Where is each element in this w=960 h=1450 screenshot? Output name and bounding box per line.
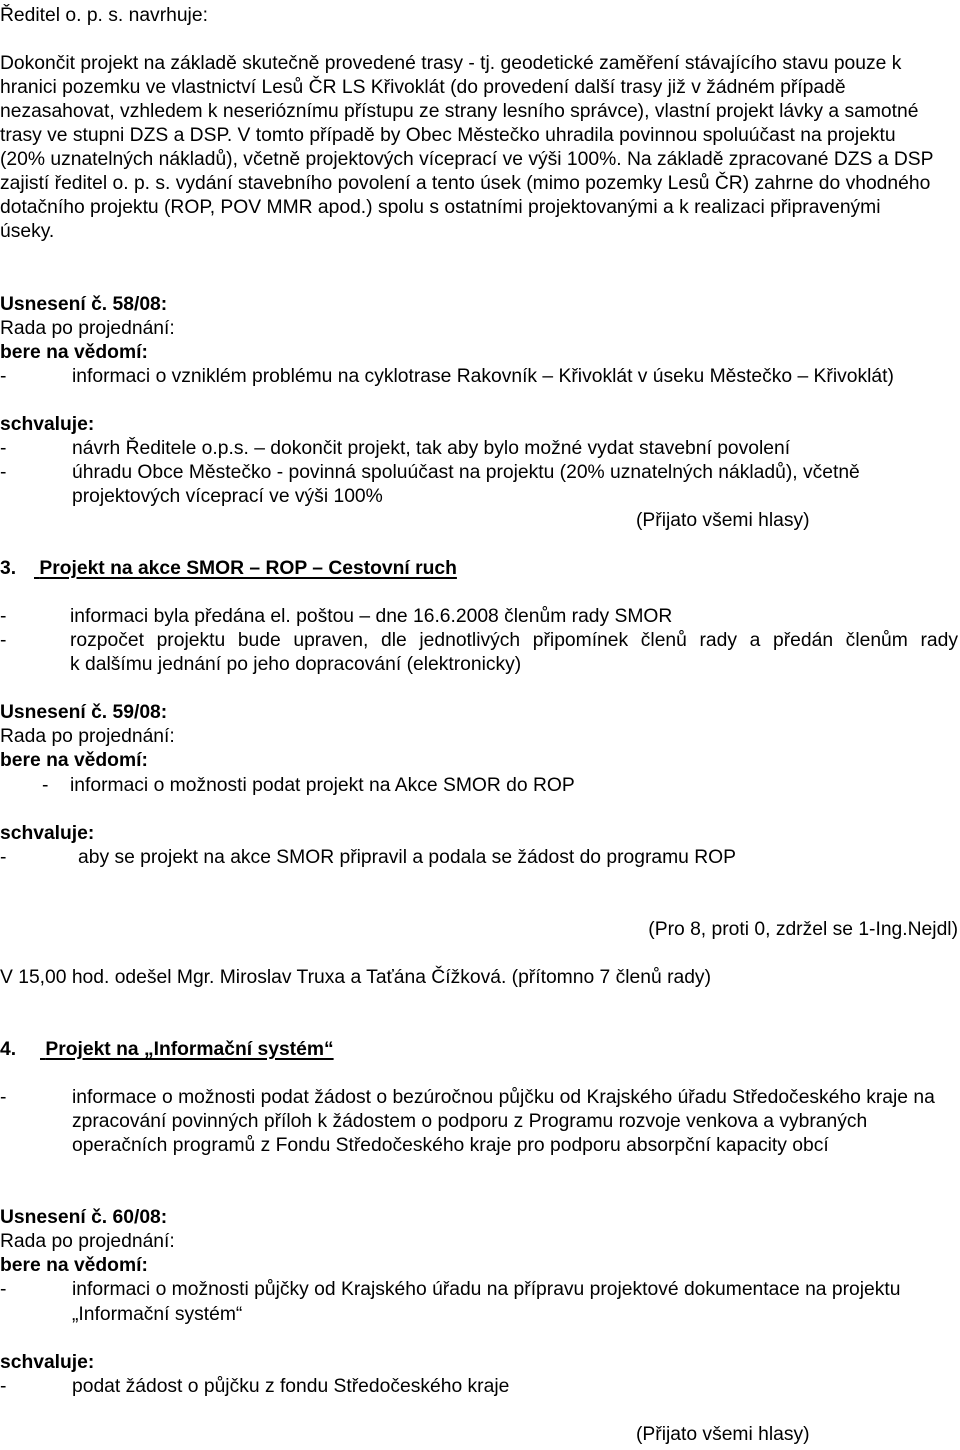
resolution-title: Usnesení č. 59/08: [0, 702, 168, 724]
vote-result: (Přijato všemi hlasy) [636, 1423, 810, 1445]
intro-paragraph-line: trasy ve stupni DZS a DSP. V tomto případě by Obec Městečko uhradila povinnou spoluúčast na projektu [0, 125, 896, 147]
vote-result: (Pro 8, proti 0, zdržel se 1-Ing.Nejdl) [648, 918, 958, 940]
attendance-note: V 15,00 hod. odešel Mgr. Miroslav Truxa a Taťána Čížková. (přítomno 7 členů rady) [0, 966, 711, 988]
intro-paragraph-line: hranici pozemku ve vlastnictví Lesů ČR LS Křivoklát (do provedení další trasy již v žádném případě [0, 77, 846, 99]
noted-label: bere na vědomí: [0, 341, 148, 363]
bullet-dash: - [0, 606, 7, 628]
council-label: Rada po projednání: [0, 1231, 175, 1253]
list-item-continuation: operačních programů z Fondu Středočeského kraje pro podporu absorpční kapacity obcí [72, 1135, 829, 1157]
list-item-text: aby se projekt na akce SMOR připravil a podala se žádost do programu ROP [78, 846, 737, 868]
council-label: Rada po projednání: [0, 317, 175, 339]
intro-paragraph-line: úseky. [0, 221, 55, 243]
noted-label: bere na vědomí: [0, 1255, 148, 1277]
bullet-dash: - [0, 365, 7, 387]
resolution-title: Usnesení č. 58/08: [0, 293, 168, 315]
intro-paragraph-line: zajistí ředitel o. p. s. vydání stavebního povolení a tento úsek (mimo pozemky Lesů ČR) zahrne do vhodného [0, 173, 931, 195]
approves-label: schvaluje: [0, 413, 95, 435]
bullet-dash: - [42, 774, 49, 796]
intro-heading: Ředitel o. p. s. navrhuje: [0, 5, 208, 26]
list-item-continuation: k dalšímu jednání po jeho dopracování (elektronicky) [70, 654, 522, 676]
list-item [0, 1375, 960, 1399]
list-item-text: informaci o vzniklém problému na cyklotrase Rakovník – Křivoklát v úseku Městečko – Křivoklát) [72, 365, 894, 387]
list-item [0, 365, 960, 389]
bullet-dash: - [0, 437, 7, 459]
list-item-text: rozpočet projektu bude upraven, dle jednotlivých připomínek členů rady a předán členům rady [70, 630, 958, 652]
section-number: 4. [0, 1039, 17, 1061]
list-item [0, 1086, 960, 1110]
approves-label: schvaluje: [0, 1351, 95, 1373]
section-heading [0, 557, 960, 581]
bullet-dash: - [0, 630, 7, 652]
list-item-text: informaci byla předána el. poštou – dne 16.6.2008 členům rady SMOR [70, 606, 673, 628]
list-item-continuation: zpracování povinných příloh k žádostem o podporu z Programu rozvoje venkova a vybraných [72, 1111, 868, 1133]
list-item-continuation: „Informační systém“ [72, 1303, 243, 1325]
list-item [0, 629, 960, 653]
list-item [0, 774, 960, 798]
list-item-text: informace o možnosti podat žádost o bezúročnou půjčku od Krajského úřadu Středočeského kraje na [72, 1087, 935, 1109]
bullet-dash: - [0, 1279, 7, 1301]
list-item [0, 605, 960, 629]
list-item-text: úhradu Obce Městečko - povinná spoluúčast na projektu (20% uznatelných nákladů), včetně [72, 461, 860, 483]
bullet-dash: - [0, 1375, 7, 1397]
intro-paragraph-line: Dokončit projekt na základě skutečně provedené trasy - tj. geodetické zaměření stávajícího stavu pouze k [0, 53, 902, 75]
section-number: 3. [0, 558, 17, 580]
section-title: Projekt na „Informační systém“ [45, 1039, 334, 1061]
list-item-text: informaci o možnosti půjčky od Krajského úřadu na přípravu projektové dokumentace na projektu [72, 1279, 901, 1301]
list-item [0, 461, 960, 485]
bullet-dash: - [0, 1087, 7, 1109]
list-item [0, 846, 960, 870]
list-item-continuation: projektových víceprací ve výši 100% [72, 485, 383, 507]
list-item [0, 1278, 960, 1302]
section-title: Projekt na akce SMOR – ROP – Cestovní ruch [39, 558, 457, 580]
council-label: Rada po projednání: [0, 726, 175, 748]
list-item-text: návrh Ředitele o.p.s. – dokončit projekt, tak aby bylo možné vydat stavební povolení [72, 437, 791, 459]
section-heading [0, 1038, 960, 1062]
list-item-text: podat žádost o půjčku z fondu Středočeského kraje [72, 1375, 510, 1397]
bullet-dash: - [0, 461, 7, 483]
resolution-title: Usnesení č. 60/08: [0, 1207, 168, 1229]
intro-paragraph-line: nezasahovat, vzhledem k neserióznímu přístupu ze strany lesního správce), vlastní projekt lávky a samotné [0, 101, 919, 123]
list-item-text: informaci o možnosti podat projekt na Akce SMOR do ROP [70, 774, 575, 796]
approves-label: schvaluje: [0, 822, 95, 844]
bullet-dash: - [0, 846, 7, 868]
vote-result: (Přijato všemi hlasy) [636, 509, 810, 531]
intro-paragraph-line: (20% uznatelných nákladů), včetně projektových víceprací ve výši 100%. Na základě zpracované DZS a DSP [0, 149, 934, 171]
list-item [0, 437, 960, 461]
noted-label: bere na vědomí: [0, 750, 148, 772]
intro-paragraph-line: dotačního projektu (ROP, POV MMR apod.) spolu s ostatními projektovanými a k realizaci připravenými [0, 197, 881, 219]
